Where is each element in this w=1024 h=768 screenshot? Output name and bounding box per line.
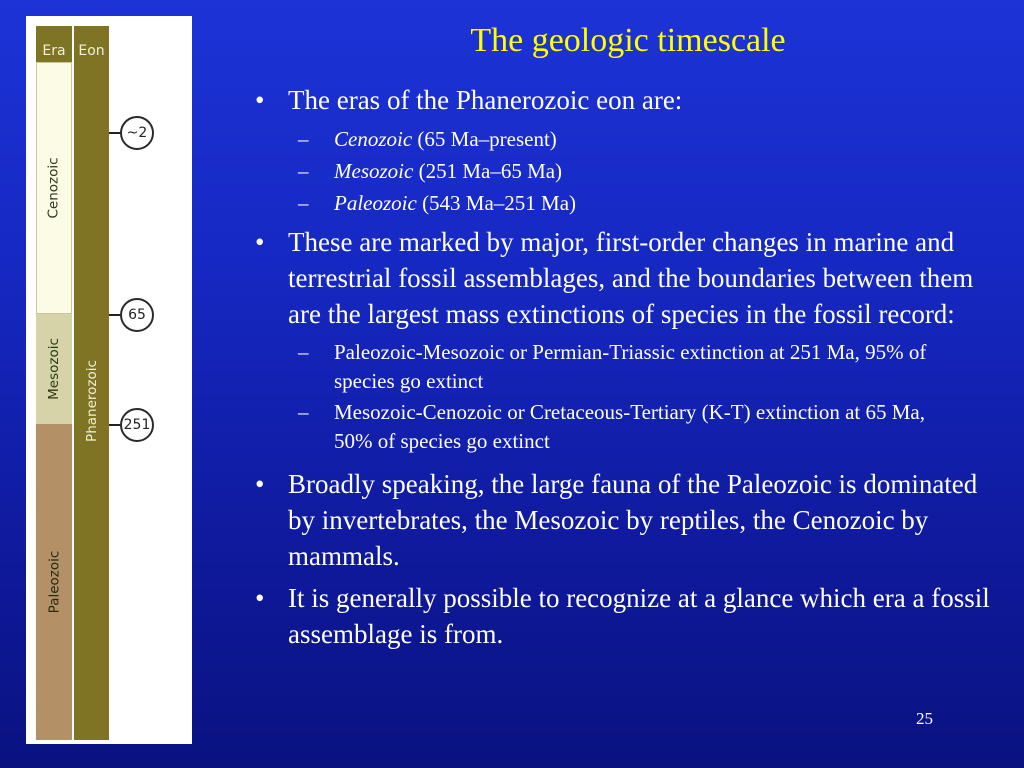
era-range: (251 Ma–65 Ma): [413, 159, 563, 183]
sub-item-mesozoic: [252, 156, 992, 186]
era-label-paleozoic: Paleozoic: [46, 550, 62, 614]
era-header: Era: [36, 26, 72, 76]
sub-list-eras: [252, 124, 992, 218]
eon-header: Eon: [74, 26, 109, 76]
sub-item-cretaceous-tertiary: – Mesozoic-Cenozoic or Cretaceous-Tertiary (K-T) extinction at 65 Ma, 50% of species go extinct: [252, 398, 992, 456]
era-name: Paleozoic: [334, 191, 417, 215]
era-range: (543 Ma–251 Ma): [416, 191, 577, 215]
sub-list-extinctions: [252, 338, 992, 456]
bullet-item: • It is generally possible to recognize at a glance which era a fossil assemblage is from.: [252, 580, 992, 652]
sub-item-permian-triassic: – Paleozoic-Mesozoic or Permian-Triassic extinction at 251 Ma, 95% of species go extinct: [252, 338, 992, 396]
era-name: Mesozoic: [334, 159, 414, 183]
era-range: (65 Ma–present): [412, 127, 557, 151]
page-number: 25: [916, 709, 933, 728]
bullet-item: • The eras of the Phanerozoic eon are:: [252, 82, 992, 118]
era-label-mesozoic: Mesozoic: [46, 338, 63, 400]
marker-2-ma: ~2: [120, 116, 154, 150]
era-block-mesozoic: [36, 314, 72, 424]
era-name: Cenozoic: [334, 127, 413, 151]
marker-65-ma: 65: [120, 298, 154, 332]
bullet-item: • Broadly speaking, the large fauna of the Paleozoic is dominated by invertebrates, the Mesozoic by reptiles, the Cenozoic by mammals.: [252, 466, 992, 574]
eon-block-phanerozoic: [74, 62, 109, 740]
slide-title: The geologic timescale: [470, 22, 786, 59]
slide-content: [252, 82, 992, 658]
era-block-cenozoic: [36, 62, 72, 314]
eon-label-phanerozoic: Phanerozoic: [83, 360, 100, 442]
era-label-cenozoic: Cenozoic: [46, 157, 63, 219]
sub-item-paleozoic: [252, 188, 992, 218]
marker-251-ma: 251: [120, 408, 154, 442]
geologic-timescale-figure: [26, 16, 192, 744]
era-block-paleozoic: [36, 424, 72, 740]
sub-item-cenozoic: [252, 124, 992, 154]
bullet-item: • These are marked by major, first-order changes in marine and terrestrial fossil assemblages, and the boundaries between them are the largest mass extinctions of species in the fossil record:: [252, 224, 992, 332]
